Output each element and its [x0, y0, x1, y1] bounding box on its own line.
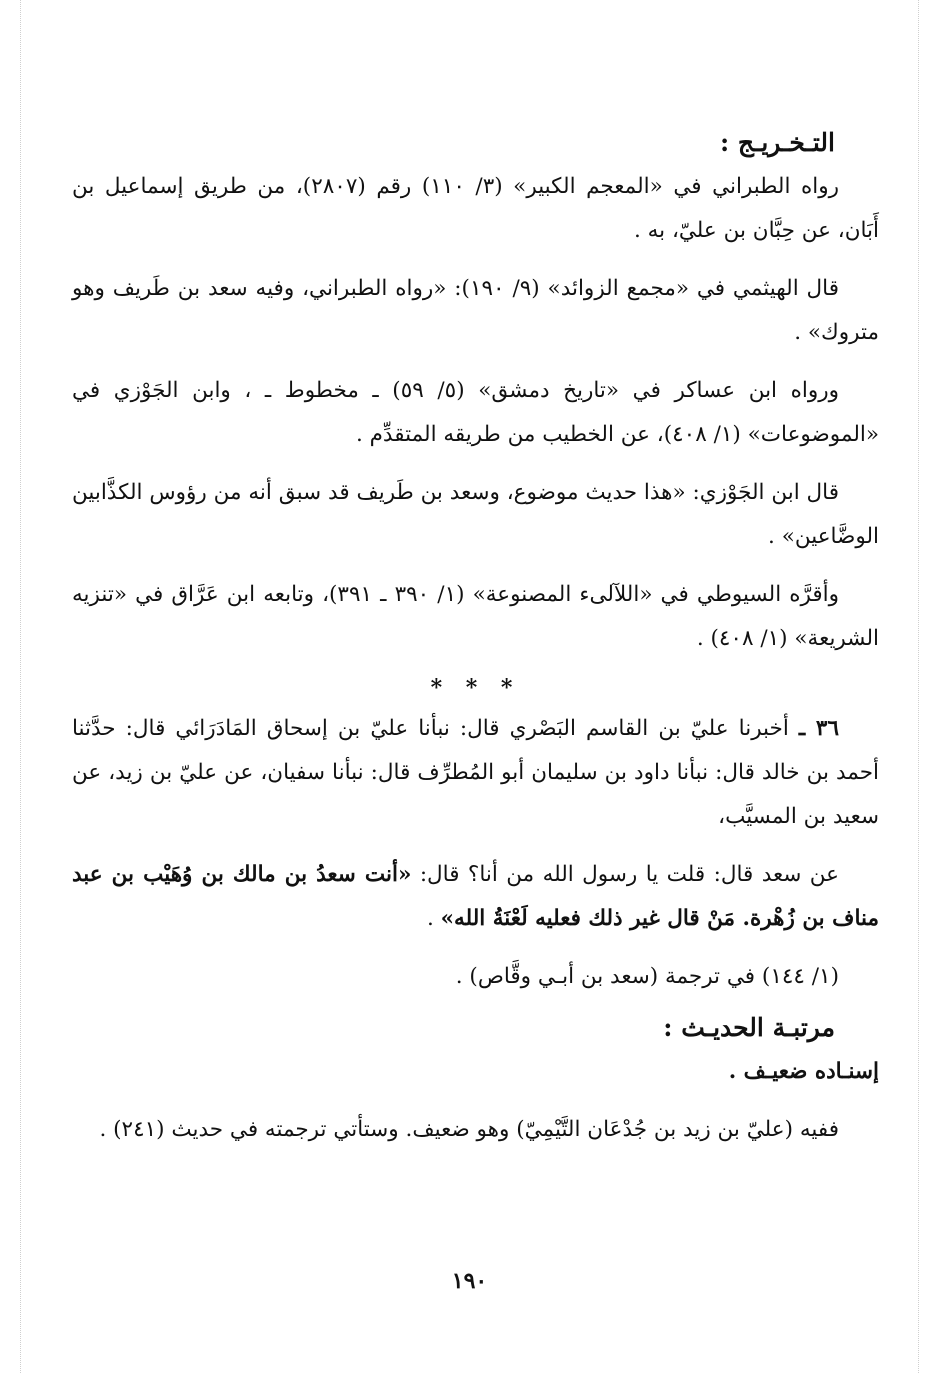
rutba-heading: مرتبـة الحديـث : [663, 1013, 835, 1042]
page-number: ١٩٠ [451, 1268, 488, 1294]
right-margin-dots [918, 0, 919, 1373]
paragraph-haythami: قال الهيثمي في «مجمع الزوائد» (٩/ ١٩٠): «رواه الطبراني، وفيه سعد بن طَريف وهو متروك» . [72, 276, 879, 345]
paragraph-hadith-isnad [72, 707, 879, 839]
left-margin-dots [20, 0, 21, 1373]
hadith-number: ٣٦ ـ [798, 716, 839, 741]
paragraph-hadith-matn [72, 853, 879, 941]
paragraph-suyuti: وأقرَّه السيوطي في «اللآلىء المصنوعة» (١/ ٣٩٠ ـ ٣٩١)، وتابعه ابن عَرَّاق في «تنزيه الشريعة» (١/ ٤٠٨) . [72, 582, 879, 651]
hadith-matn-quote: «أنت سعدُ بن مالك بن وُهَيْب بن عبد مناف بن زُهْرة. مَنْ قال غير ذلك فعليه لَعْنَةُ الله» [72, 862, 879, 931]
paragraph-tabarani: رواه الطبراني في «المعجم الكبير» (٣/ ١١٠) رقم (٢٨٠٧)، من طريق إسماعيل بن أَبَان، عن حِبَّان بن عليّ، به . [72, 174, 879, 243]
paragraph-tarjama-ref: (١/ ١٤٤) في ترجمة (سعد بن أبـي وقَّاص) . [455, 964, 839, 989]
paragraph-ali-ibn-zayd: ففيه (عليّ بن زيد بن جُدْعَان التَّيْمِيّ) وهو ضعيف. وستأتي ترجمته في حديث (٢٤١) . [99, 1117, 839, 1142]
hadith-matn-end: . [426, 906, 441, 931]
paragraph-ibn-asakir: ورواه ابن عساكر في «تاريخ دمشق» (٥/ ٥٩) ـ مخطوط ـ ، وابن الجَوْزي في «الموضوعات» (١/ ٤٠٨)، عن الخطيب من طريقه المتقدِّم . [72, 378, 879, 447]
hadith-isnad-text: أخبرنا عليّ بن القاسم البَصْري قال: نبأنا عليّ بن إسحاق المَادَرَائي قال: حدَّثنا أحمد بن خالد قال: نبأنا داود بن سليمان أبو المُطرِّف قال: نبأنا سفيان، عن عليّ بن زيد، عن سعيد بن المسيَّب، [72, 716, 879, 829]
takhrij-heading: التـخـريـج : [719, 128, 835, 157]
hadith-matn-intro: عن سعد قال: قلت يا رسول الله من أنا؟ قال: [419, 862, 839, 887]
section-separator: * * * [430, 675, 521, 701]
paragraph-ibn-jawzi: قال ابن الجَوْزي: «هذا حديث موضوع، وسعد بن طَريف قد سبق أنه من رؤوس الكذَّابين الوضَّاعين» . [72, 480, 879, 549]
isnad-grade: إسنـاده ضعيـف . [728, 1059, 879, 1084]
